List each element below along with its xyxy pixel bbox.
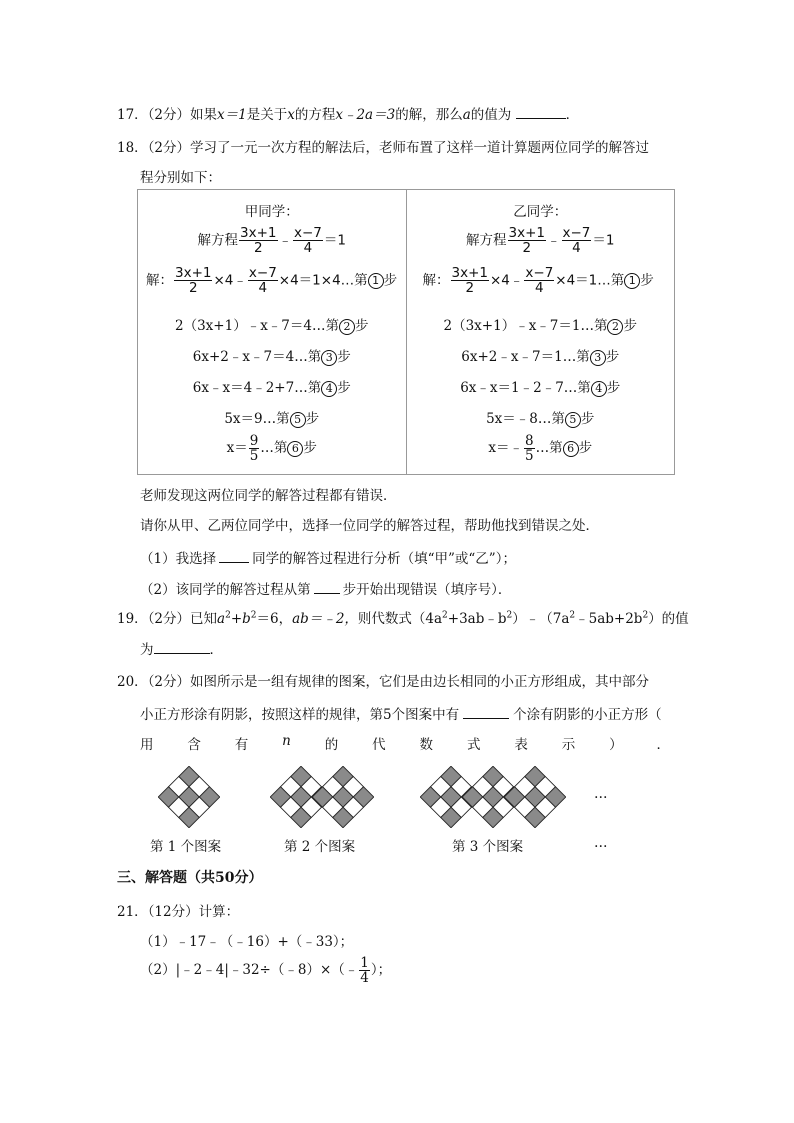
eq-one: ＝1 (592, 232, 615, 249)
frac-den: 4 (303, 240, 313, 257)
frac-num: 1 (360, 955, 369, 971)
minus: ﹣ (278, 232, 292, 249)
sup: 2 (506, 610, 513, 621)
pattern-1 (158, 766, 220, 828)
frac-num: 9 (249, 433, 259, 449)
t: n (282, 733, 291, 749)
q19-line2 (140, 638, 223, 658)
t: 步 (606, 380, 621, 396)
frac-num: 3x+1 (451, 265, 488, 281)
step-circle: 4 (321, 381, 337, 397)
step-circle: 3 (321, 350, 337, 366)
section-title: 三、解答题（共50分） (117, 870, 263, 886)
frac-num: 3x+1 (175, 265, 212, 281)
q21-part2 (140, 956, 391, 985)
jia-step1 (146, 266, 406, 295)
jia-step4 (138, 376, 406, 397)
t: 示 (561, 737, 576, 753)
jia-step3 (138, 345, 406, 366)
step-circle: 1 (368, 273, 384, 289)
t: ） (609, 737, 623, 753)
q17-var: x (287, 107, 295, 123)
t: ×4＝1×4…第 (278, 272, 368, 289)
jia-solution (138, 190, 407, 475)
frac-num: x−7 (294, 225, 322, 241)
q20-number: 20． (117, 674, 148, 690)
q17-eq1: x＝1 (217, 107, 247, 123)
t: ． (209, 642, 223, 658)
t: +3ab﹣b (447, 611, 507, 627)
yi-step1 (423, 266, 675, 295)
t: 为 (140, 642, 154, 658)
q20-answer-blank[interactable] (463, 718, 509, 719)
t: 表 (514, 737, 528, 753)
yi-step4 (407, 376, 675, 397)
t: ）﹣（7a (512, 611, 570, 627)
frac-num: x−7 (562, 225, 591, 241)
t: ab＝﹣2， (292, 611, 358, 627)
frac-den: 4 (258, 280, 268, 297)
t: 步 (605, 349, 620, 365)
yi-title: 乙同学： (513, 204, 568, 220)
t: 步 (623, 318, 637, 334)
q21-part1: （1）﹣17﹣（﹣16）+（﹣33）； (140, 934, 354, 950)
frac-num: 3x+1 (508, 225, 545, 241)
q18-number: 18． (117, 140, 148, 156)
frac-den: 2 (253, 240, 263, 257)
q17-text: 的方程 (294, 107, 336, 123)
q17-score: （2分） (147, 107, 191, 123)
solution-table (137, 189, 675, 475)
label: 解方程 (466, 232, 507, 249)
frac-den: 5 (525, 448, 534, 465)
frac-den: 2 (188, 280, 198, 297)
t: 如图所示是一组有规律的图案，它们是由边长相同的小正方形组成，其中部分 (190, 674, 650, 690)
t: 6x+2﹣x﹣7＝4…第 (192, 349, 322, 365)
q18-text: 学习了一元一次方程的解法后，老师布置了这样一道计算题两位同学的解答过 (190, 140, 650, 156)
frac-num: 8 (525, 433, 534, 449)
yi-step5 (407, 407, 675, 428)
q19-number: 19． (117, 611, 148, 627)
jia-step6 (138, 434, 406, 463)
t: x＝﹣ (488, 440, 524, 457)
yi-step6 (407, 434, 675, 463)
q18-sub2-blank[interactable] (314, 593, 340, 594)
t: 小正方形涂有阴影，按照这样的规律，第5个图案中有 (140, 707, 460, 723)
q18-sub1-blank[interactable] (219, 562, 249, 563)
step-circle: 5 (565, 412, 581, 428)
minus: ﹣ (547, 232, 561, 249)
q18-after2: 请你从甲、乙两位同学中，选择一位同学的解答过程，帮助他找到错误之处． (140, 518, 599, 534)
t: （2）|﹣2﹣4|﹣32÷（﹣8）×（﹣ (140, 962, 359, 979)
sup: 2 (642, 610, 649, 621)
jia-title: 甲同学： (244, 204, 299, 220)
q20-line1 (117, 670, 649, 690)
q17-text: 是关于 (246, 107, 288, 123)
q17-line (117, 103, 579, 123)
t: 用 (140, 737, 154, 753)
step-circle: 4 (591, 381, 607, 397)
t: ． (656, 737, 670, 753)
sup: 2 (569, 610, 576, 621)
jia-equation (138, 226, 406, 255)
q18-score: （2分） (147, 140, 191, 156)
yi-step2 (407, 314, 675, 335)
frac-den: 5 (249, 448, 259, 465)
caption-3: 第 3 个图案 (452, 839, 524, 855)
q19-line1: 19．（2分）已知$a^2+b^2=6$，ab＝﹣2，则代数式$(4a^2+3ab﹣b^2)﹣(7a^2﹣5ab+2b^2)$的值 (117, 610, 689, 627)
t: 步 (383, 272, 398, 289)
q18-line2: 程分别如下： (140, 170, 221, 186)
label: 解方程 (197, 232, 239, 249)
t: 2（3x+1）﹣x﹣7＝1…第 (443, 318, 608, 334)
jia-step5 (138, 407, 406, 428)
frac-num: 3x+1 (240, 225, 277, 241)
t: 步 (305, 411, 320, 427)
t: 有 (234, 737, 249, 753)
step-circle: 2 (607, 319, 623, 335)
label: 解： (422, 272, 450, 289)
t: 6x﹣x＝1﹣2﹣7…第 (460, 380, 591, 396)
t: 的 (324, 737, 339, 753)
sup: 2 (250, 610, 257, 621)
frac-den: 2 (522, 240, 532, 257)
frac-den: 4 (572, 240, 581, 257)
eq-one: ＝1 (323, 232, 346, 249)
t: …第 (260, 440, 288, 457)
t: 式 (466, 737, 481, 753)
t: …第 (535, 440, 563, 457)
q17-eq2: x﹣2a＝3 (335, 107, 396, 123)
t: x＝ (226, 440, 248, 457)
t: （1）我选择 (140, 551, 217, 567)
step-circle: 6 (563, 441, 579, 457)
t: ×4﹣ (489, 272, 524, 289)
t: 5x＝﹣8…第 (486, 411, 565, 427)
q17-number: 17． (117, 107, 148, 123)
step-circle: 1 (624, 273, 640, 289)
t: 数 (419, 737, 434, 753)
t: 步开始出现错误（填序号）． (342, 582, 512, 598)
t: a (217, 611, 226, 627)
t: 个涂有阴影的小正方形（ (513, 707, 662, 723)
step-circle: 3 (590, 350, 606, 366)
section-3-heading (117, 867, 262, 887)
q19-score: （2分） (147, 611, 191, 627)
yi-solution (406, 190, 675, 475)
t: 步 (640, 272, 654, 289)
pattern-3 (420, 766, 566, 828)
sup: 2 (442, 610, 448, 621)
step-circle: 5 (290, 412, 306, 428)
q17-text: 如果 (190, 107, 218, 123)
caption-2: 第 2 个图案 (284, 839, 356, 855)
pattern-2 (270, 766, 374, 828)
q17-end: ． (565, 107, 580, 123)
q19-answer-blank[interactable] (154, 653, 210, 654)
t: 步 (303, 440, 317, 457)
t: ＝6， (256, 611, 293, 627)
q21-score: （12分） (147, 904, 199, 920)
yi-equation (407, 226, 675, 255)
q20-score: （2分） (147, 674, 191, 690)
frac-den: 2 (465, 280, 475, 297)
caption-dots: … (594, 835, 608, 851)
t: 步 (580, 411, 595, 427)
label: 解： (146, 272, 173, 289)
t: 步 (337, 380, 351, 396)
q17-var2: a (462, 107, 471, 123)
t: ）的值 (648, 611, 689, 627)
q18-line1 (117, 136, 649, 156)
t: ﹣5ab+2b (575, 611, 643, 627)
q21-number: 21． (117, 904, 148, 920)
t: 6x+2﹣x﹣7＝1…第 (461, 349, 590, 365)
q21-line (117, 900, 239, 920)
t: 步 (354, 318, 369, 334)
frac-den: 4 (360, 970, 369, 987)
q17-text: 的值为 (470, 107, 512, 123)
t: 含 (187, 737, 201, 753)
t: 6x﹣x＝4﹣2+7…第 (192, 380, 322, 396)
t: 代 (372, 737, 386, 753)
pattern-dots: … (594, 786, 608, 802)
t: 计算： (198, 904, 240, 920)
t: 5x＝9…第 (224, 411, 290, 427)
q17-text: 的解，那么 (395, 107, 463, 123)
q20-line3 (140, 733, 670, 753)
q18-sub2 (140, 578, 511, 598)
jia-step2 (138, 314, 406, 335)
step-circle: 2 (339, 319, 355, 335)
t: ）； (370, 962, 392, 979)
frac-num: x−7 (248, 265, 277, 281)
step-circle: 6 (287, 441, 303, 457)
t: 2（3x+1）﹣x﹣7＝4…第 (175, 318, 339, 334)
caption-1: 第 1 个图案 (150, 839, 222, 855)
t: 则代数式（4a (357, 611, 443, 627)
t: 步 (578, 440, 593, 457)
q20-line2 (140, 703, 662, 723)
frac-den: 4 (535, 280, 544, 297)
t: 同学的解答过程进行分析（填“甲”或“乙”）； (252, 551, 516, 567)
t: （2）该同学的解答过程从第 (140, 582, 311, 598)
q17-answer-blank[interactable] (516, 118, 566, 119)
t: ×4﹣ (213, 272, 247, 289)
frac-num: x−7 (525, 265, 554, 281)
q18-after1: 老师发现这两位同学的解答过程都有错误． (140, 488, 397, 504)
t: 已知 (190, 611, 218, 627)
q18-sub1 (140, 547, 516, 567)
t: 步 (337, 349, 351, 365)
sup: 2 (225, 610, 231, 621)
yi-step3 (407, 345, 675, 366)
t: ×4＝1…第 (555, 272, 625, 289)
